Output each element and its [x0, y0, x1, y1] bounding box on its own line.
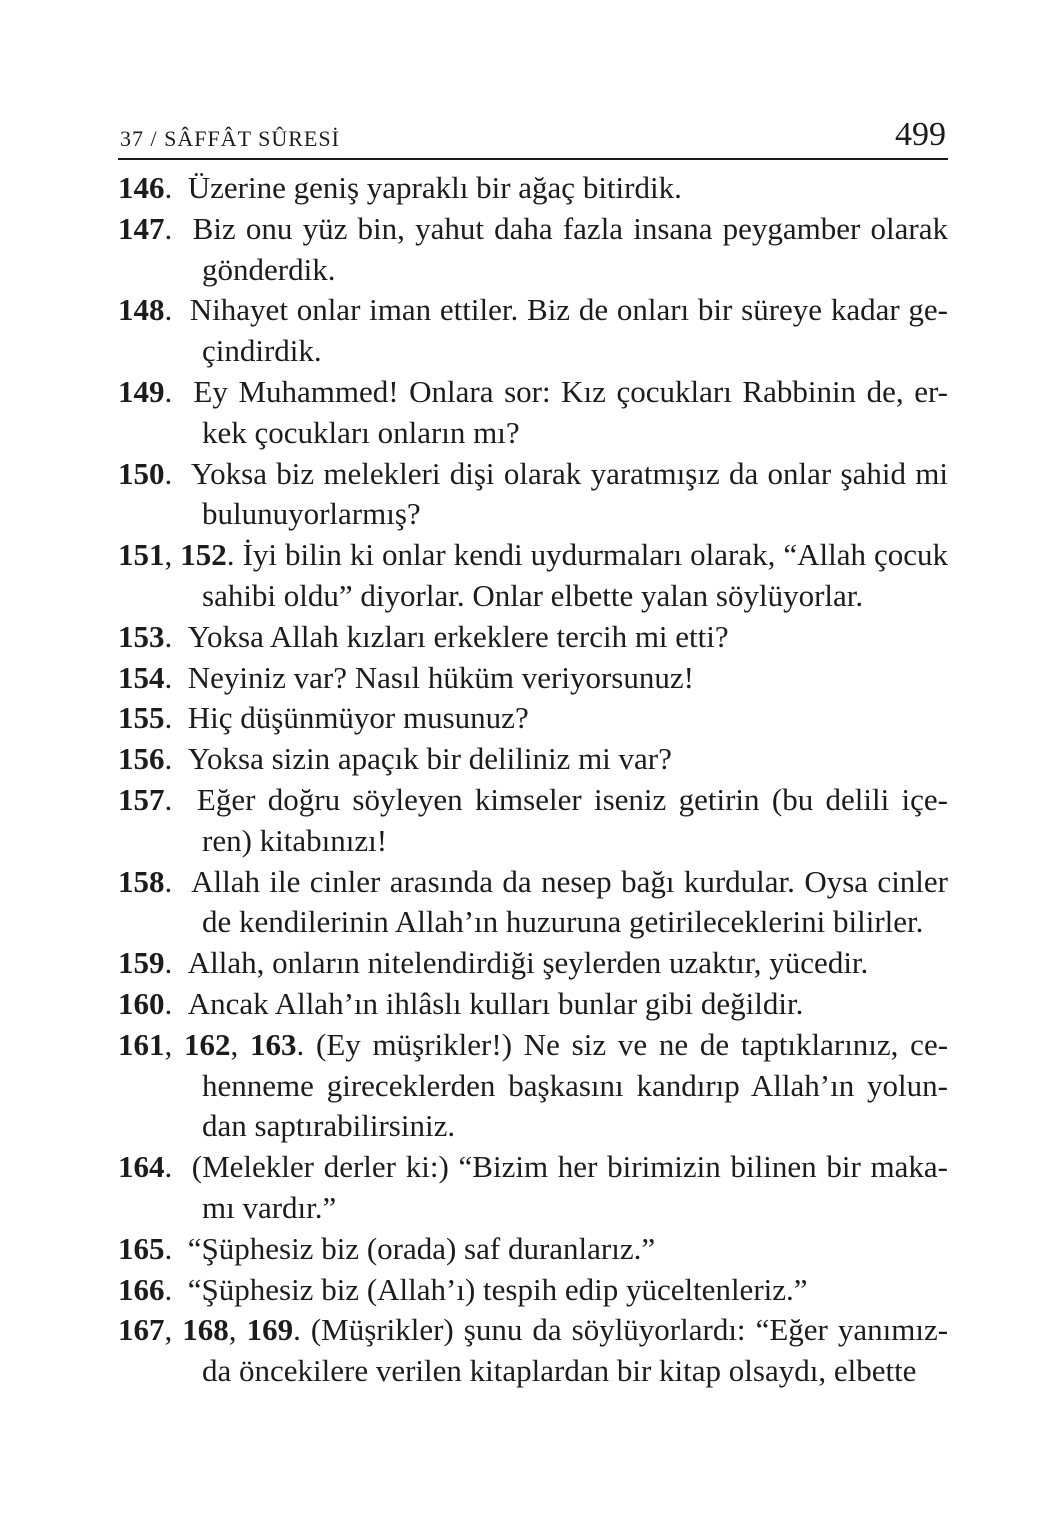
verse-number: 159: [118, 945, 165, 981]
verse-number: 163: [250, 1026, 297, 1062]
verse-text: Allah, onların nitelendirdiği şeylerden uzaktır, yücedir.: [187, 945, 869, 981]
verse-150: 150. Yoksa biz melekleri dişi olarak yaratmışız da onlar şahid mi bulunuyorlarmış?: [118, 455, 948, 532]
verse-158: 158. Allah ile cinler arasında da nesep bağı kurdular. Oysa cinler de kendilerinin Allah’ın huzuruna getirileceklerini bilirler.: [118, 863, 948, 940]
verse-text: Üzerine geniş yapraklı bir ağaç bitirdik.: [187, 170, 682, 205]
verse-number: 158: [118, 863, 165, 899]
verse-text: (Melekler derler ki:) “Bizim her birimizin bilinen bir maka-mı vardır.”: [191, 1149, 949, 1225]
verse-number: 169: [246, 1312, 294, 1348]
verse-text: Ey Muhammed! Onlara sor: Kız çocukları Rabbinin de, er-kek çocukları onların mı?: [193, 373, 949, 450]
verse-text: Yoksa sizin apaçık bir deliliniz mi var?: [187, 741, 672, 777]
page-number: 499: [895, 116, 946, 153]
verse-154: 154. Neyiniz var? Nasıl hüküm veriyorsunuz!: [118, 659, 694, 695]
verse-text: Neyiniz var? Nasıl hüküm veriyorsunuz!: [187, 659, 694, 695]
verse-148: 148. Nihayet onlar iman ettiler. Biz de onları bir süreye kadar ge-çindirdik.: [118, 292, 949, 369]
verse-167-169: 167, 168, 169. (Müşrikler) şunu da söylüyorlardı: “Eğer yanımız-da öncekilere verilen kitaplardan bir kitap olsaydı, elbette: [118, 1312, 949, 1389]
verse-161-163: 161, 162, 163. (Ey müşrikler!) Ne siz ve ne de taptıklarınız, ce-henneme gireceklerden başkasını kandırıp Allah’ın yolun-dan saptırabilirsiniz.: [118, 1026, 949, 1144]
verse-number: 147: [118, 210, 165, 246]
verse-number: 165: [118, 1230, 165, 1266]
verse-list: [118, 168, 948, 1392]
verse-number: 154: [118, 659, 165, 695]
running-header: [118, 112, 948, 160]
verse-number: 155: [118, 700, 165, 736]
surah-title: 37 / SÂFFÂT SÛRESİ: [120, 126, 340, 151]
verse-text: Eğer doğru söyleyen kimseler iseniz getirin (bu delili içe-ren) kitabınızı!: [196, 781, 949, 858]
verse-text: Nihayet onlar iman ettiler. Biz de onları bir süreye kadar ge-çindirdik.: [189, 292, 949, 369]
verse-147: 147. Biz onu yüz bin, yahut daha fazla insana peygamber olarak gönderdik.: [118, 210, 949, 287]
verse-157: 157. Eğer doğru söyleyen kimseler iseniz getirin (bu delili içe-ren) kitabınızı!: [118, 781, 949, 858]
verse-164: 164. (Melekler derler ki:) “Bizim her birimizin bilinen bir maka-mı vardır.”: [118, 1149, 949, 1225]
verse-text: Hiç düşünmüyor musunuz?: [187, 700, 529, 736]
verse-number: 148: [118, 292, 165, 328]
verse-text: Yoksa Allah kızları erkeklere tercih mi etti?: [187, 618, 729, 654]
verse-text: (Müşrikler) şunu da söylüyorlardı: “Eğer yanımız-da öncekilere verilen kitaplardan bir kitap olsaydı, elbette: [202, 1312, 949, 1389]
verse-number: 152: [180, 537, 227, 573]
verse-number: 164: [118, 1149, 165, 1185]
verse-165: 165. “Şüphesiz biz (orada) saf duranlarız.”: [118, 1230, 656, 1266]
verse-text: “Şüphesiz biz (Allah’ı) tespih edip yüceltenleriz.”: [187, 1271, 808, 1307]
verse-text: Biz onu yüz bin, yahut daha fazla insana peygamber olarak gönderdik.: [192, 210, 949, 287]
verse-number: 157: [118, 781, 165, 817]
verse-number: 153: [118, 618, 165, 654]
verse-text: “Şüphesiz biz (orada) saf duranlarız.”: [187, 1230, 656, 1266]
verse-text: İyi bilin ki onlar kendi uydurmaları olarak, “Allah çocuk sahibi oldu” diyorlar. Onlar elbette yalan söylüyorlar.: [202, 537, 949, 613]
verse-number: 162: [184, 1026, 231, 1062]
verse-text: Yoksa biz melekleri dişi olarak yaratmışız da onlar şahid mi bulunuyorlarmış?: [190, 455, 948, 532]
verse-number: 151: [118, 537, 165, 573]
verse-155: 155. Hiç düşünmüyor musunuz?: [118, 700, 529, 736]
verse-number: 146: [118, 170, 165, 205]
verse-text: Ancak Allah’ın ihlâslı kulları bunlar gibi değildir.: [187, 985, 804, 1021]
verse-149: 149. Ey Muhammed! Onlara sor: Kız çocukları Rabbinin de, er-kek çocukları onların mı?: [118, 373, 949, 450]
verse-number: 150: [118, 455, 165, 491]
verse-text: Allah ile cinler arasında da nesep bağı kurdular. Oysa cinler de kendilerinin Allah’ın huzuruna getirileceklerini bilirler.: [191, 863, 948, 940]
verse-number: 156: [118, 741, 165, 777]
verse-153: 153. Yoksa Allah kızları erkeklere tercih mi etti?: [118, 618, 729, 654]
verse-number: 167: [118, 1312, 165, 1348]
verse-number: 168: [182, 1312, 229, 1348]
verse-number: 161: [118, 1026, 165, 1062]
verse-text: (Ey müşrikler!) Ne siz ve ne de taptıklarınız, ce-henneme gireceklerden başkasını kandırıp Allah’ın yolun-dan saptırabilirsiniz.: [202, 1026, 949, 1144]
verse-166: 166. “Şüphesiz biz (Allah’ı) tespih edip yüceltenleriz.”: [118, 1271, 808, 1307]
verse-number: 160: [118, 985, 165, 1021]
verse-146: 146. Üzerine geniş yapraklı bir ağaç bitirdik.: [118, 170, 682, 205]
verse-number: 166: [118, 1271, 165, 1307]
verse-160: 160. Ancak Allah’ın ihlâslı kulları bunlar gibi değildir.: [118, 985, 804, 1021]
verse-number: 149: [118, 373, 165, 409]
verse-156: 156. Yoksa sizin apaçık bir deliliniz mi var?: [118, 741, 672, 777]
verse-151-152: 151, 152. İyi bilin ki onlar kendi uydurmaları olarak, “Allah çocuk sahibi oldu” diyorlar. Onlar elbette yalan söylüyorlar.: [118, 537, 949, 613]
verse-159: 159. Allah, onların nitelendirdiği şeylerden uzaktır, yücedir.: [118, 945, 869, 981]
